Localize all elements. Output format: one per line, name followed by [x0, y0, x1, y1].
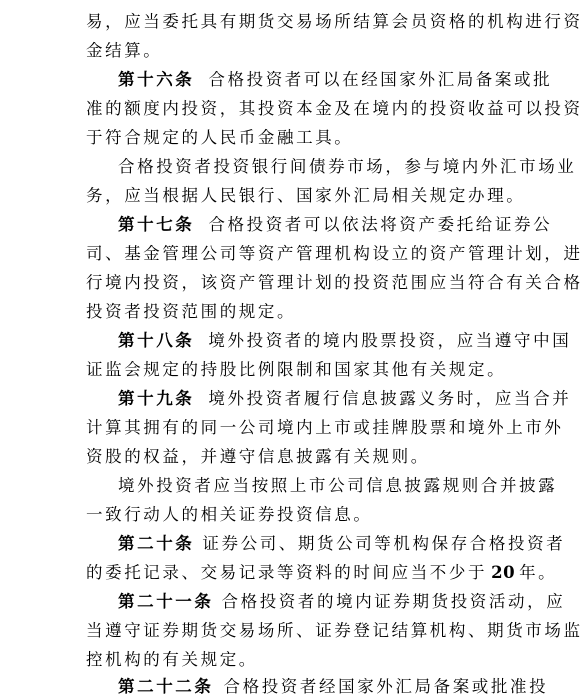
text-span: 证监会规定的持股比例限制和国家其他有关规定。 — [86, 360, 507, 379]
text-span: 证券公司、期货公司等机构保存合格投资者 — [202, 534, 566, 553]
text-span: 投资者投资范围的规定。 — [86, 302, 297, 321]
text-line — [86, 11, 583, 33]
number-span: 20 — [491, 563, 516, 582]
text-span: 资股的权益，并遵守信息披露有关规则。 — [86, 447, 430, 466]
text-line — [86, 40, 162, 62]
text-line — [86, 272, 583, 294]
text-span: 境外投资者应当按照上市公司信息披露规则合并披露 — [118, 476, 558, 495]
article-19-first-line — [118, 388, 571, 410]
text-span: 金结算。 — [86, 41, 163, 60]
text-span: 境外投资者履行信息披露义务时，应当合并 — [208, 389, 572, 408]
article-heading: 第二十二条 — [118, 677, 214, 696]
text-span: 司、基金管理公司等资产管理机构设立的资产管理计划，进 — [86, 244, 583, 263]
text-span: 合格投资者可以依法将资产委托给证券公 — [208, 215, 553, 234]
article-heading: 第十六条 — [118, 70, 195, 89]
paragraph-first-line — [118, 156, 576, 178]
paragraph-first-line — [118, 475, 557, 497]
text-span: 计算其拥有的同一公司境内上市或挂牌股票和境外上市外 — [86, 418, 564, 437]
text-line — [86, 359, 506, 381]
article-heading: 第二十条 — [118, 534, 195, 553]
text-span: 合格投资者经国家外汇局备案或批准投 — [223, 677, 549, 696]
article-heading: 第十八条 — [118, 331, 195, 350]
text-span: 行境内投资，该资产管理计划的投资范围应当符合有关合格 — [86, 273, 583, 292]
text-span: 的委托记录、交易记录等资料的时间应当不少于 — [86, 563, 488, 582]
article-heading: 第二十一条 — [118, 592, 214, 611]
article-17-first-line — [118, 214, 552, 236]
article-16-first-line — [118, 69, 552, 91]
article-20-first-line — [118, 533, 565, 555]
text-span: 务，应当根据人民银行、国家外汇局相关规定办理。 — [86, 186, 526, 205]
text-span: 准的额度内投资，其投资本金及在境内的投资收益可以投资 — [86, 99, 583, 118]
text-span: 合格投资者的境内证券期货投资活动，应 — [221, 592, 566, 611]
text-line — [86, 620, 583, 642]
text-line — [86, 649, 258, 671]
text-span: 合格投资者投资银行间债券市场，参与境内外汇市场业 — [118, 157, 577, 176]
text-line — [86, 98, 583, 120]
text-span: 一致行动人的相关证券投资信息。 — [86, 505, 373, 524]
text-line — [86, 243, 583, 265]
text-span: 易，应当委托具有期货交易场所结算会员资格的机构进行资 — [86, 12, 583, 31]
article-heading: 第十七条 — [118, 215, 195, 234]
text-line — [86, 504, 373, 526]
article-heading: 第十九条 — [118, 389, 195, 408]
text-span: 合格投资者可以在经国家外汇局备案或批 — [208, 70, 553, 89]
text-span: 控机构的有关规定。 — [86, 650, 258, 669]
text-line — [86, 446, 430, 468]
text-span: 当遵守证券期货交易场所、证券登记结算机构、期货市场监 — [86, 621, 583, 640]
text-line — [86, 301, 296, 323]
text-span: 年。 — [519, 563, 558, 582]
text-line — [86, 185, 525, 207]
article-18-first-line — [118, 330, 571, 352]
text-line — [86, 417, 564, 439]
text-span: 于符合规定的人民币金融工具。 — [86, 128, 354, 147]
text-span: 境外投资者的境内股票投资，应当遵守中国 — [208, 331, 572, 350]
article-21-first-line — [118, 591, 565, 613]
text-line — [86, 127, 353, 149]
text-line — [86, 562, 557, 584]
